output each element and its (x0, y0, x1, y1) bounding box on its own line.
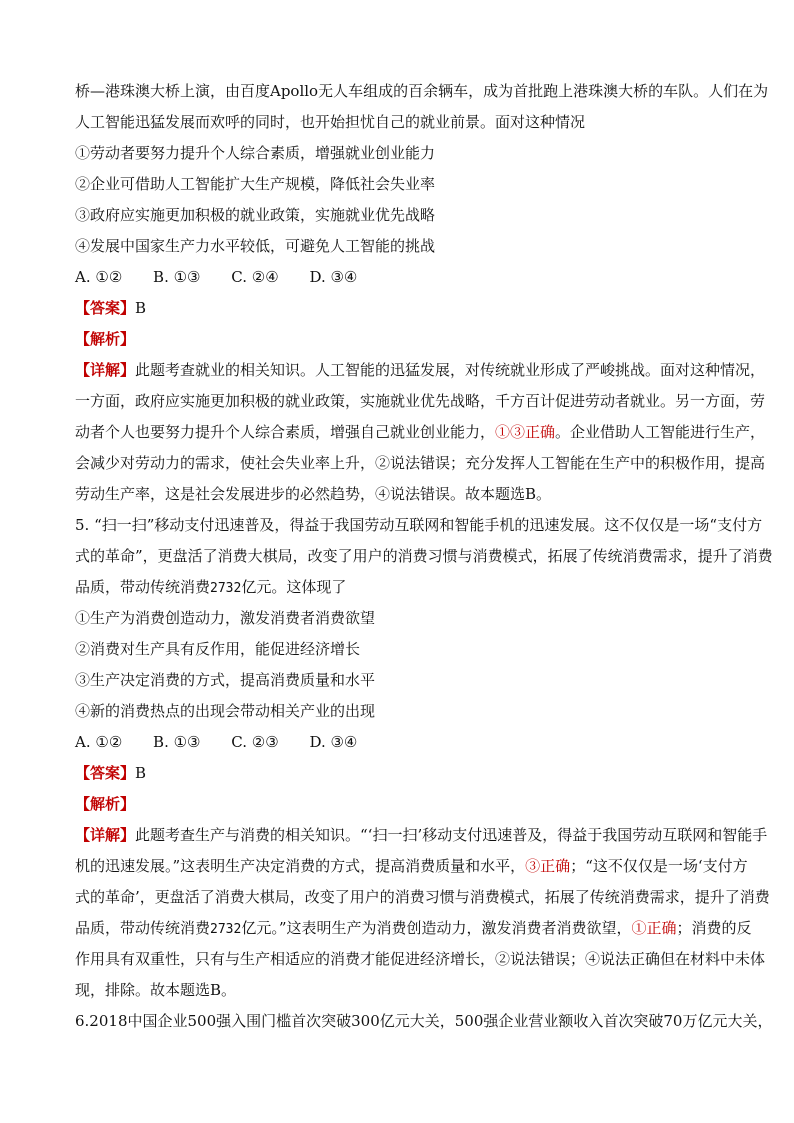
q5-stem-line-2: 式的革命”，更盘活了消费大棋局，改变了用户的消费习惯与消费模式，拓展了传统消费需求，提升了消费 (75, 547, 773, 565)
q5-exp4-b: 亿元。”这表明生产为消费创造动力，激发消费者消费欲望， (241, 919, 632, 937)
q5-item-4: ④新的消费热点的出现会带动相关产业的出现 (75, 702, 376, 720)
q5-answer-value: B (135, 764, 147, 782)
q5-stem3-b: 亿元。这体现了 (241, 578, 347, 596)
q4-explanation-line-2: 一方面，政府应实施更加积极的就业政策，实施就业优先战略，千方百计促进劳动者就业。另一方面，劳 (75, 392, 766, 410)
q5-exp4-highlight: ①正确 (631, 919, 677, 937)
q5-explanation-line-4 (75, 913, 752, 944)
q4-option-b: B. ①③ (153, 268, 201, 286)
q5-item-3: ③生产决定消费的方式，提高消费质量和水平 (75, 671, 376, 689)
q5-stem3-number: 2732 (210, 581, 242, 596)
q4-exp3-a: 动者个人也要努力提升个人综合素质，增强自己就业创业能力， (75, 423, 496, 441)
q4-analysis-heading (75, 324, 725, 355)
q4-item-4: ④发展中国家生产力水平较低，可避免人工智能的挑战 (75, 237, 436, 255)
q5-option-b: B. ①③ (153, 733, 201, 751)
exam-page (75, 76, 773, 1037)
q4-explanation-line-5: 劳动生产率，这是社会发展进步的必然趋势，④说法错误。故本题选B。 (75, 485, 552, 503)
q5-explanation-line-6: 现，排除。故本题选B。 (75, 981, 237, 999)
q4-answer-tag: 【答案】 (75, 299, 136, 317)
q4-exp3-c: 。企业借助人工智能进行生产， (555, 423, 766, 441)
q4-answer (75, 293, 725, 324)
q5-exp2-c: ；“这不仅仅是一场‘支付方 (570, 857, 748, 875)
q4-option-a: A. ①② (75, 268, 123, 286)
q5-option-a: A. ①② (75, 733, 123, 751)
q4-explanation-line-4: 会减少对劳动力的需求，使社会失业率上升，②说法错误；充分发挥人工智能在生产中的积极作用，提高 (75, 454, 766, 472)
q4-item-1: ①劳动者要努力提升个人综合素质，增强就业创业能力 (75, 144, 436, 162)
q4-explanation-line-1 (75, 355, 766, 386)
q5-stem-line-1: 5. “扫一扫”移动支付迅速普及，得益于我国劳动互联网和智能手机的迅速发展。这不仅仅是一场“支付方 (75, 516, 763, 534)
q5-exp2-highlight: ③正确 (525, 857, 571, 875)
q5-answer (75, 758, 725, 789)
q5-explanation-line-1 (75, 820, 768, 851)
q5-analysis-heading (75, 789, 725, 820)
q5-option-d: D. ③④ (309, 733, 358, 751)
q4-explanation-text-1: 此题考查就业的相关知识。人工智能的迅猛发展，对传统就业形成了严峻挑战。面对这种情况， (135, 361, 766, 379)
q4-item-3: ③政府应实施更加积极的就业政策，实施就业优先战略 (75, 206, 436, 224)
q5-exp4-number: 2732 (210, 922, 242, 937)
q5-answer-tag: 【答案】 (75, 764, 136, 782)
q6-stem-line-1: 6.2018中国企业500强入围门槛首次突破300亿元大关，500强企业营业额收入首次突破70万亿元大关， (75, 1012, 773, 1030)
q5-option-c: C. ②③ (231, 733, 279, 751)
q4-exp3-highlight: ①③正确 (495, 423, 556, 441)
q4-option-c: C. ②④ (231, 268, 279, 286)
q5-exp2-a: 机的迅速发展。”这表明生产决定消费的方式，提高消费质量和水平， (75, 857, 526, 875)
q5-item-2: ②消费对生产具有反作用，能促进经济增长 (75, 640, 361, 658)
q4-explanation-line-3 (75, 417, 766, 448)
q5-explanation-text-1: 此题考查生产与消费的相关知识。“‘扫一扫’移动支付迅速普及，得益于我国劳动互联网和智能手 (135, 826, 768, 844)
q4-option-d: D. ③④ (309, 268, 358, 286)
q4-stem-line-1: 桥—港珠澳大桥上演，由百度Apollo无人车组成的百余辆车，成为首批跑上港珠澳大桥的车队。人们在为 (75, 82, 769, 100)
q5-options (75, 727, 725, 758)
q4-stem-line-2: 人工智能迅猛发展而欢呼的同时，也开始担忧自己的就业前景。面对这种情况 (75, 113, 586, 131)
q5-detail-tag: 【详解】 (75, 826, 136, 844)
q4-options (75, 262, 725, 293)
q5-explanation-line-2 (75, 851, 748, 882)
q5-explanation-line-3: 式的革命’，更盘活了消费大棋局，改变了用户的消费习惯与消费模式，拓展了传统消费需求，提升了消费 (75, 888, 770, 906)
q5-item-1: ①生产为消费创造动力，激发消费者消费欲望 (75, 609, 376, 627)
q4-detail-tag: 【详解】 (75, 361, 136, 379)
q5-explanation-line-5: 作用具有双重性，只有与生产相适应的消费才能促进经济增长，②说法错误；④说法正确但在材料中未体 (75, 950, 766, 968)
q5-analysis-tag: 【解析】 (75, 795, 136, 813)
q5-stem3-a: 品质，带动传统消费 (75, 578, 211, 596)
q4-analysis-tag: 【解析】 (75, 330, 136, 348)
q5-exp4-d: ；消费的反 (676, 919, 752, 937)
q4-item-2: ②企业可借助人工智能扩大生产规模，降低社会失业率 (75, 175, 436, 193)
q5-stem-line-3 (75, 572, 725, 603)
q4-answer-value: B (135, 299, 147, 317)
q5-exp4-a: 品质，带动传统消费 (75, 919, 211, 937)
